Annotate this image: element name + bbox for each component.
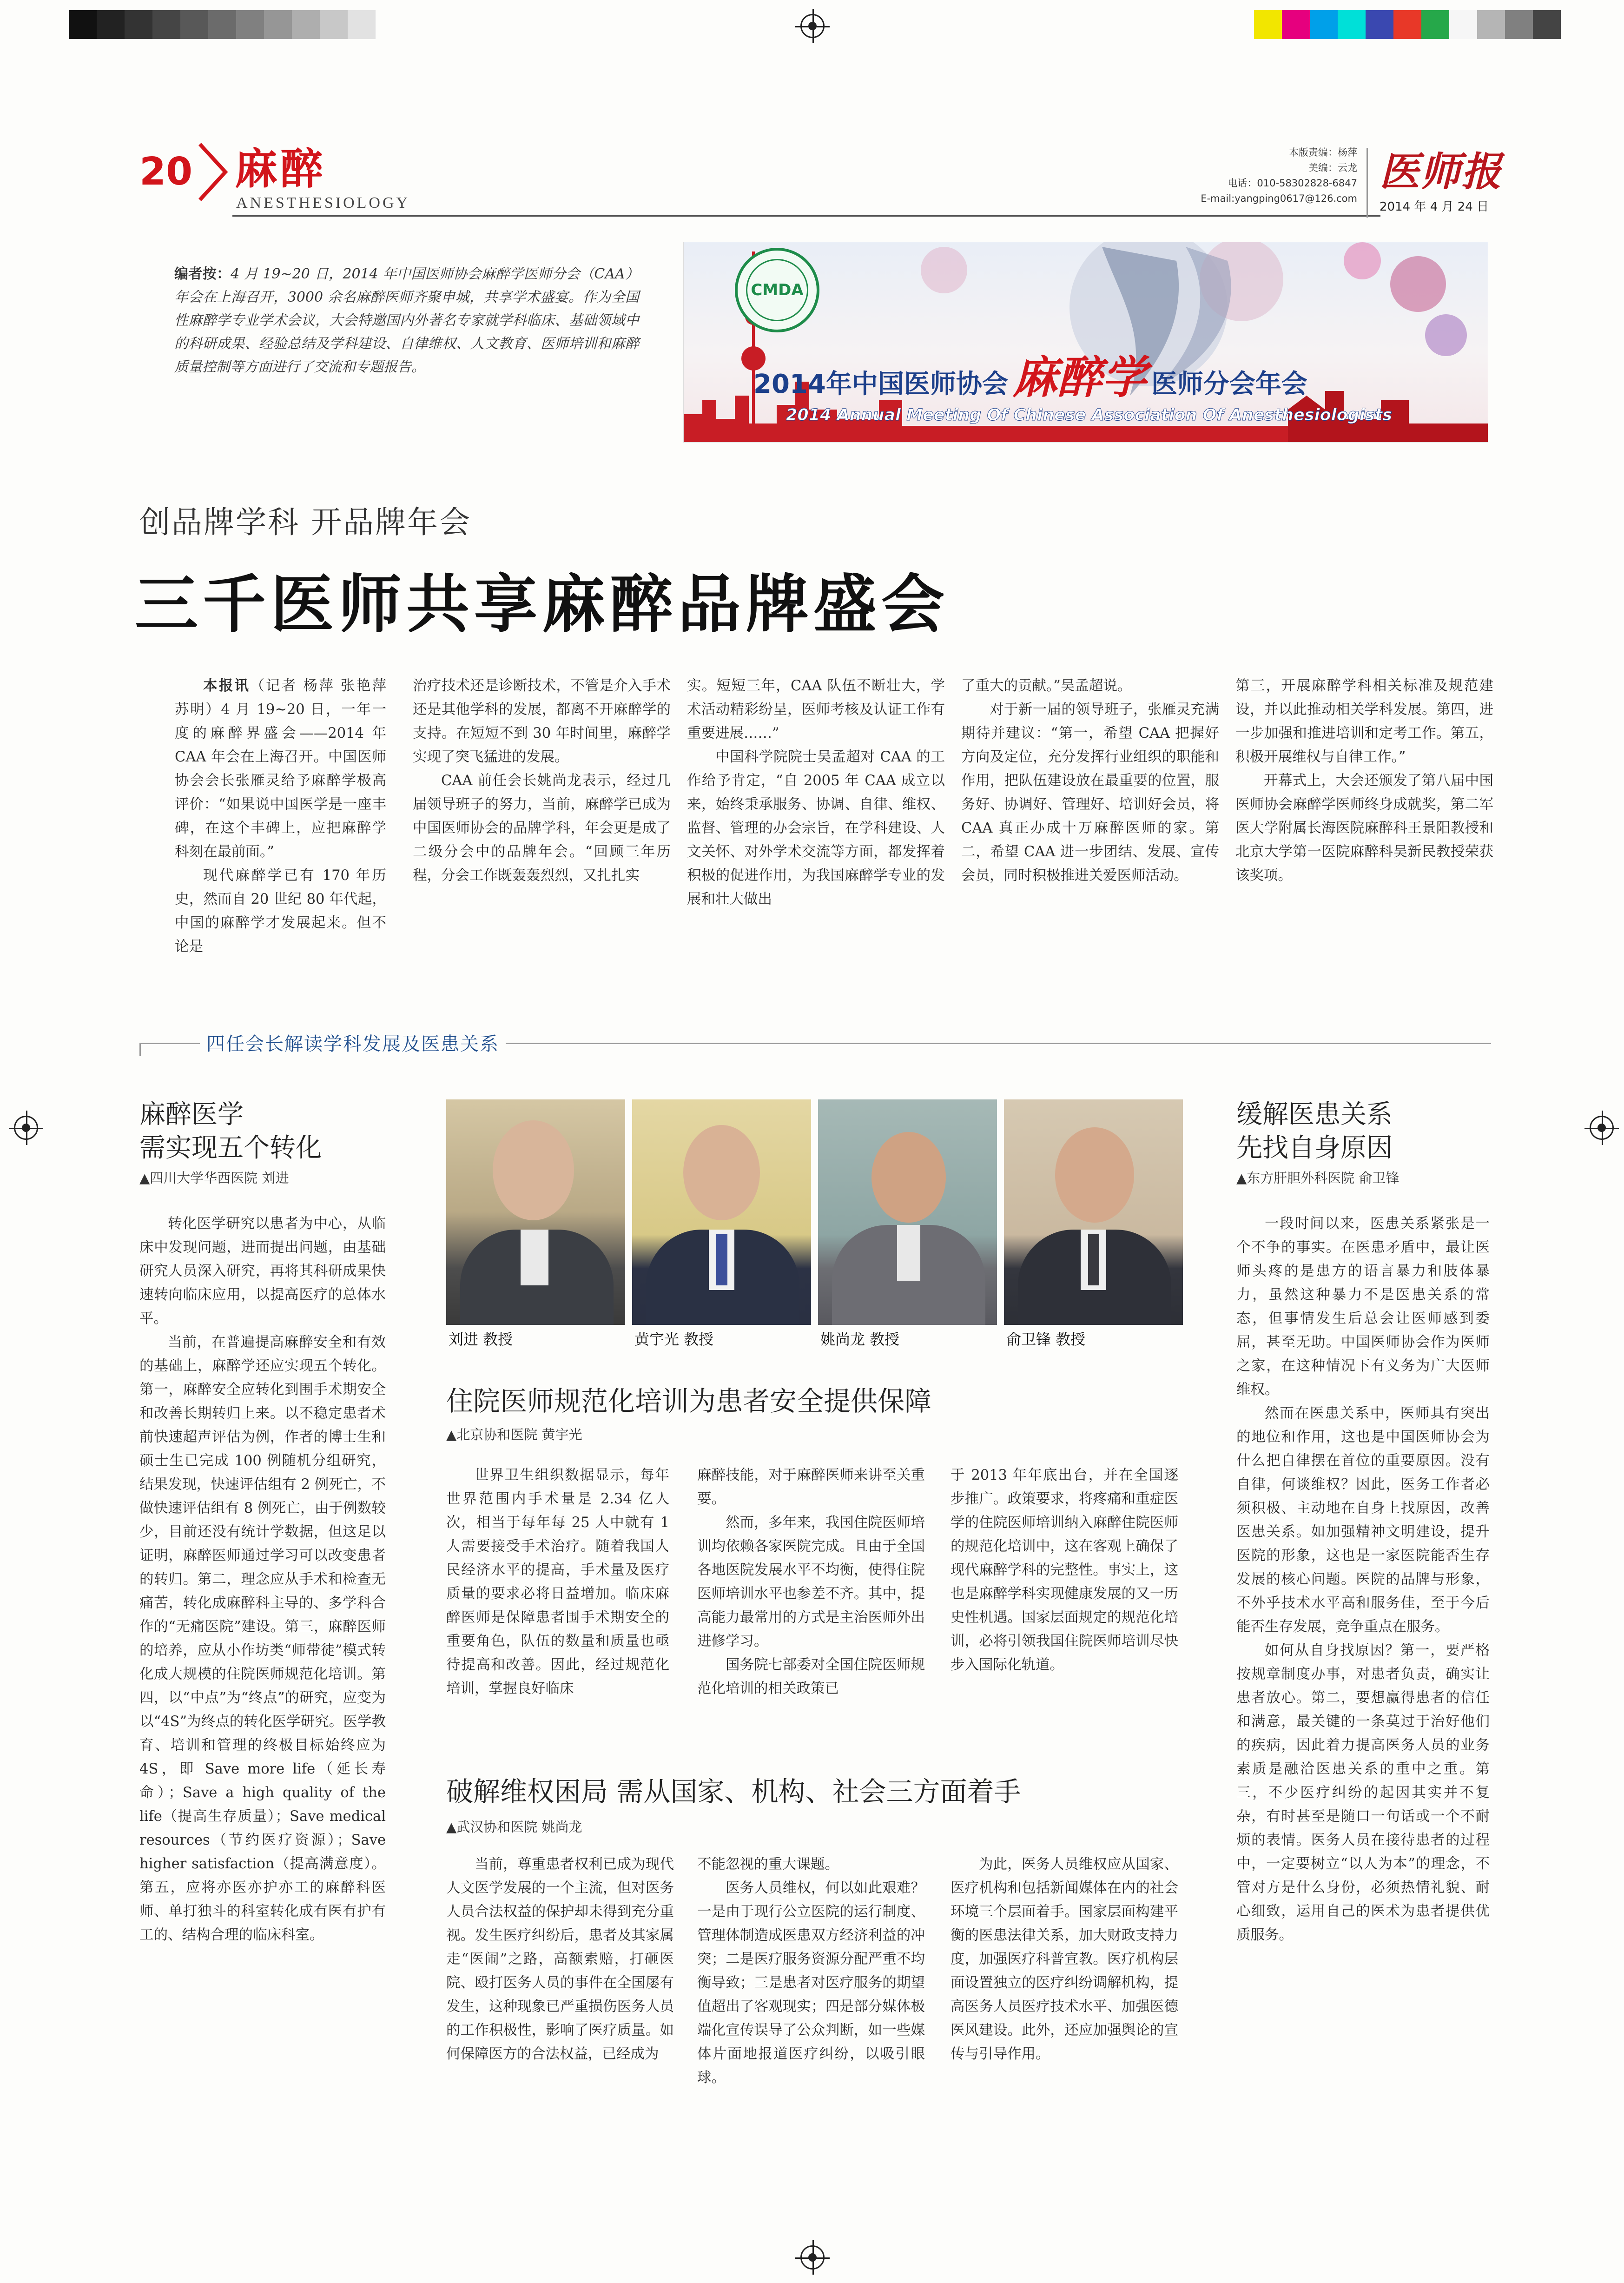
lead-byline-label: 本报讯 (203, 677, 251, 694)
mid2-col-3: 为此，医务人员维权应从国家、医疗机构和包括新闻媒体在内的社会环境三个层面着手。国家层面构建平衡的医患法律关系，加大财政支持力度，加强医疗科普宣教。医疗机构层面设置独立的医疗纠纷调解机构，提高医务人员医疗技术水平、加强医德医风建设。此外，还应加强舆论的宣传与引导作用。 (951, 1856, 1178, 2062)
banner-title: 2014年中国医师协会 麻醉学 医师分会年会 (753, 351, 1307, 404)
cmda-emblem: CMDA (735, 248, 819, 332)
photo-caption-3: 姚尚龙 教授 (820, 1330, 900, 1348)
lead-headline: 三千医师共享麻醉品牌盛会 (135, 567, 949, 642)
mid1-title: 住院医师规范化培训为患者安全提供保障 (446, 1385, 932, 1417)
header-divider (1367, 148, 1368, 218)
page-number: 20 (139, 150, 193, 194)
mid2-col-2: 不能忽视的重大课题。 医务人员维权，何以如此艰难？一是由于现行公立医院的运行制度、管理体制造成医患双方经济利益的冲突；二是医疗服务资源分配严重不均衡导致；三是患者对医疗服务的期望值超出了客观现实；四是部分媒体极端化宣传误导了公众判断，如一些媒体片面地报道医疗纠纷，以吸引眼球。 (697, 1856, 925, 2086)
editor-info: 本版责编：杨萍 美编：云龙 电话：010-58302828-6847 E-mail:yangping0617@126.com (1201, 147, 1357, 204)
conference-banner (683, 242, 1488, 443)
section-title: 麻醉 (235, 144, 326, 194)
lead-byline-reporters: （记者 杨萍 张艳萍 苏明） (175, 678, 387, 718)
photo-yu-weifeng (1004, 1099, 1183, 1325)
lead-kicker: 创品牌学科 开品牌年会 (139, 504, 471, 540)
lead-col-5: 第三，开展麻醉学科相关标准及规范建设，并以此推动相关学科发展。第四，进一步加强和推进培训和定考工作。第五，积极开展维权与自律工作。” 开幕式上，大会还颁发了第八届中国医师协会麻醉学医师终身成就奖，第二军医大学附属长海医院麻醉科王景阳教授和北京大学第一医院麻醉科吴新民教授荣获该奖项。 (1235, 678, 1493, 884)
photo-caption-4: 俞卫锋 教授 (1006, 1330, 1086, 1348)
left-article-body: 转化医学研究以患者为中心，从临床中发现问题，进而提出问题，由基础研究人员深入研究，再将其科研成果快速转向临床应用，以提高医疗的总体水平。 当前，在普遍提高麻醉安全和有效的基础上，麻醉学还应实现五个转化。第一，麻醉安全应转化到围手术期安全和改善长期转归上来。以不稳定患者术前快速超声评估为例，作者的博士生和硕士生已完成 100 例随机分组研究，结果发现，快速评估组有 2 例死亡，不做快速评估组有 8 例死亡，由于例数较少，目前还没有统计学数据，但这足以证明，麻醉医师通过学习可以改变患者的转归。第二，理念应从手术和检查无痛苦，转化成麻醉科主导的、多学科合作的“无痛医院”建设。第三，麻醉医师的培养，应从小作坊类“师带徒”模式转化成大规模的住院医师规范化培训。第四，以“中点”为“终点”的研究，应变为以“4S”为终点的转化医学研究。医学教育、培训和管理的终极目标始终应为 4S，即 Save more life（延长寿命）；Save a high quality of the life（提高生存质量）；Save medical resources（节约医疗资源）；Save higher satisfaction（提高满意度）。第五，应将亦医亦护亦工的麻醉科医师、单打独斗的科室转化成有医有护有工的、结构合理的临床科室。 (139, 1216, 386, 1943)
band-rule-cap (139, 1043, 141, 1056)
mid1-col-3: 于 2013 年年底出台，并在全国逐步推广。政策要求，将疼痛和重症医学的住院医师培训纳入麻醉住院医师的规范化培训中，这在客观上确保了现代麻醉学科的完整性。事实上，这也是麻醉学科实现健康发展的又一历史性机遇。国家层面规定的规范化培训，必将引领我国住院医师培训尽快步入国际化轨道。 (951, 1467, 1178, 1673)
editor-note-text: 4 月 19~20 日，2014 年中国医师协会麻醉学医师分会（CAA）年会在上海召开，3000 余名麻醉医师齐聚申城，共享学术盛宴。作为全国性麻醉学专业学术会议，大会特邀国内外著名专家就学科临床、基础领域中的科研成果、经验总结及学科建设、自律维权、人文教育、医师培训和麻醉质量控制等方面进行了交流和专题报告。 (174, 266, 639, 375)
mid2-byline: ▲武汉协和医院 姚尚龙 (446, 1819, 582, 1835)
right-article-title: 缓解医患关系 先找自身原因 (1236, 1099, 1393, 1163)
photo-caption-1: 刘进 教授 (449, 1330, 513, 1348)
right-article-byline: ▲东方肝胆外科医院 俞卫锋 (1236, 1170, 1400, 1186)
grayscale-bar (69, 10, 376, 39)
lead-col-2: 治疗技术还是诊断技术，不管是介入手术还是其他学科的发展，都离不开麻醉学的支持。在短短不到 30 年时间里，麻醉学实现了突飞猛进的发展。 CAA 前任会长姚尚龙表示，经过几届领导班子的努力，当前，麻醉学已成为中国医师协会的品牌学科，年会更是成了二级分会中的品牌年会。“回顾三年历程，分会工作既轰轰烈烈，又扎扎实 (413, 678, 671, 884)
mid1-col-1: 世界卫生组织数据显示，每年世界范围内手术量是 2.34 亿人次，相当于每年每 25 人中就有 1 人需要接受手术治疗。随着我国人民经济水平的提高，手术量及医疗质量的要求必将日益增加。临床麻醉医师是保障患者围手术期安全的重要角色，队伍的数量和质量也亟待提高和改善。因此，经过规范化培训，掌握良好临床 (446, 1467, 669, 1697)
registration-mark-top (800, 14, 825, 38)
mid1-byline: ▲北京协和医院 黄宇光 (446, 1427, 582, 1443)
band-title: 四任会长解读学科发展及医患关系 (200, 1029, 506, 1056)
lead-col-4: 了重大的贡献。”吴孟超说。 对于新一届的领导班子，张雁灵充满期待并建议：“第一，希望 CAA 把握好方向及定位，充分发挥行业组织的职能和作用，把队伍建设放在最重要的位置，服务好、协调好、管理好、培训好会员，将 CAA 真正办成十万麻醉医师的家。第二，希望 CAA 进一步团结、发展、宣传会员，同时积极推进关爱医师活动。 (961, 678, 1219, 884)
header-rule (232, 215, 1380, 217)
right-article-body: 一段时间以来，医患关系紧张是一个不争的事实。在医患矛盾中，最让医师头疼的是患方的语言暴力和肢体暴力，虽然这种暴力不是医患关系的常态，但事情发生后总会让医师感到委屈，甚至无助。中国医师协会作为医师之家，在这种情况下有义务为广大医师维权。 然而在医患关系中，医师具有突出的地位和作用，这也是中国医师协会为什么把自律摆在首位的重要原因。没有自律，何谈维权？因此，医务工作者必须积极、主动地在自身上找原因，改善医患关系。如加强精神文明建设，提升医院的形象，这也是一家医院能否生存发展的核心问题。医院的品牌与形象，不外乎技术水平高和服务佳，至于今后能否生存发展，竞争重点在服务。 如何从自身找原因？第一，要严格按规章制度办事，对患者负责，确实让患者放心。第二，要想赢得患者的信任和满意，最关键的一条莫过于治好他们的疾病，因此着力提高医务人员的业务素质是融洽医患关系的重中之重。第三，不少医疗纠纷的起因其实并不复杂，有时甚至是随口一句话或一个不耐烦的表情。医务人员在接待患者的过程中，一定要树立“以人为本”的理念，不管对方是什么身份，必须热情礼貌、耐心细致，运用自己的医术为患者提供优质服务。 (1236, 1216, 1490, 1943)
left-article-byline: ▲四川大学华西医院 刘进 (139, 1170, 289, 1186)
paper-logo: 医师报 (1380, 148, 1502, 195)
section-title-en: ANESTHESIOLOGY (236, 194, 410, 212)
registration-mark-left (14, 1116, 38, 1140)
editor-note (174, 263, 639, 379)
mid2-title: 破解维权困局 需从国家、机构、社会三方面着手 (446, 1776, 1021, 1807)
editor-note-label: 编者按： (174, 266, 231, 282)
mid2-col-1: 当前，尊重患者权利已成为现代人文医学发展的一个主流，但对医务人员合法权益的保护却未得到充分重视。发生医疗纠纷后，患者及其家属走“医闹”之路，高额索赔，打砸医院、殴打医务人员的事件在全国屡有发生，这种现象已严重损伤医务人员的工作积极性，影响了医疗质量。如何保障医方的合法权益，已经成为 (446, 1856, 674, 2062)
photo-liu-jin (446, 1099, 625, 1325)
registration-mark-right (1590, 1116, 1614, 1140)
issue-date: 2014 年 4 月 24 日 (1380, 200, 1489, 214)
photo-huang-yuguang (632, 1099, 811, 1325)
lead-col-1: 本报讯（记者 杨萍 张艳萍 苏明）4 月 19~20 日，一年一度的麻醉界盛会——2014 年 CAA 年会在上海召开。中国医师协会会长张雁灵给予麻醉学极高评价：“如果说中国医学是一座丰碑，在这个丰碑上，应把麻醉学科刻在最前面。” 现代麻醉学已有 170 年历史，然而自 20 世纪 80 年代起，中国的麻醉学才发展起来。但不论是 (175, 677, 387, 955)
color-bar (1254, 10, 1561, 39)
registration-mark-bottom (800, 2245, 825, 2270)
photo-yao-shanglong (818, 1099, 997, 1325)
banner-subtitle: 2014 Annual Meeting Of Chinese Association Of Anesthesiologists (786, 406, 1393, 424)
left-article-title: 麻醉医学 需实现五个转化 (139, 1099, 322, 1163)
chevron-right-icon (195, 139, 232, 205)
lead-col-3: 实。短短三年，CAA 队伍不断壮大，学术活动精彩纷呈，医师考核及认证工作有重要进展……” 中国科学院院士吴孟超对 CAA 的工作给予肯定，“自 2005 年 CAA 成立以来，始终秉承服务、协调、自律、维权、监督、管理的办会宗旨，在学科建设、人文关怀、对外学术交流等方面，都发挥着积极的促进作用，为我国麻醉学专业的发展和壮大做出 (687, 678, 945, 907)
mid1-col-2: 麻醉技能，对于麻醉医师来讲至关重要。 然而，多年来，我国住院医师培训均依赖各家医院完成。且由于全国各地医院发展水平不均衡，使得住院医师培训水平也参差不齐。其中，提高能力最常用的方式是主治医师外出进修学习。 国务院七部委对全国住院医师规范化培训的相关政策已 (697, 1467, 925, 1697)
photo-caption-2: 黄宇光 教授 (634, 1330, 714, 1348)
